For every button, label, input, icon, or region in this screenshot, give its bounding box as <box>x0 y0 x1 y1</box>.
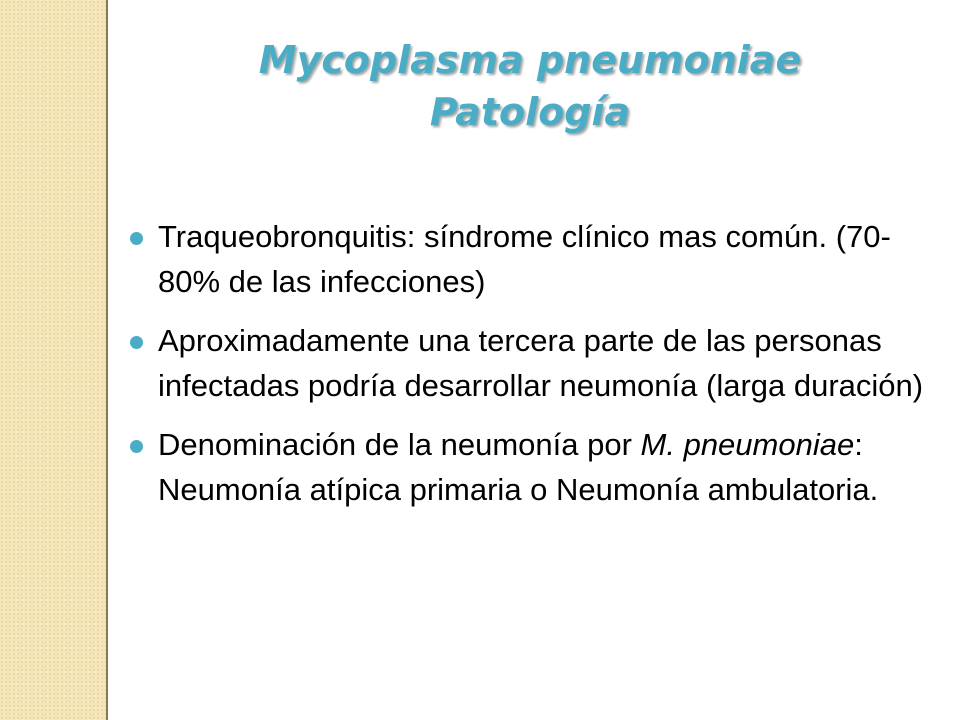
bullet-text-italic: M. pneumoniae <box>640 427 855 462</box>
bullet-text: Traqueobronquitis: síndrome clínico mas común. (70-80% de las infecciones) <box>158 219 891 299</box>
bullet-text-suffix: : Neumonía atípica primaria o Neumonía ambulatoria. <box>158 427 879 507</box>
bullet-item-3 <box>130 422 930 512</box>
bullet-list <box>130 214 930 526</box>
bullet-text: Aproximadamente una tercera parte de las personas infectadas podría desarrollar neumonía (larga duración) <box>158 323 924 403</box>
slide-title-line-1: Mycoplasma pneumoniae <box>258 38 802 82</box>
bullet-dot-icon <box>130 232 143 245</box>
side-strip-border <box>106 0 108 720</box>
bullet-dot-icon <box>130 440 143 453</box>
bullet-dot-icon <box>130 336 143 349</box>
decorative-side-strip <box>0 0 106 720</box>
slide-title <box>140 34 920 138</box>
bullet-text-prefix: Denominación de la neumonía por <box>158 427 641 462</box>
slide-title-line-2: Patología <box>429 90 631 134</box>
bullet-item-1 <box>130 214 930 304</box>
bullet-item-2 <box>130 318 930 408</box>
